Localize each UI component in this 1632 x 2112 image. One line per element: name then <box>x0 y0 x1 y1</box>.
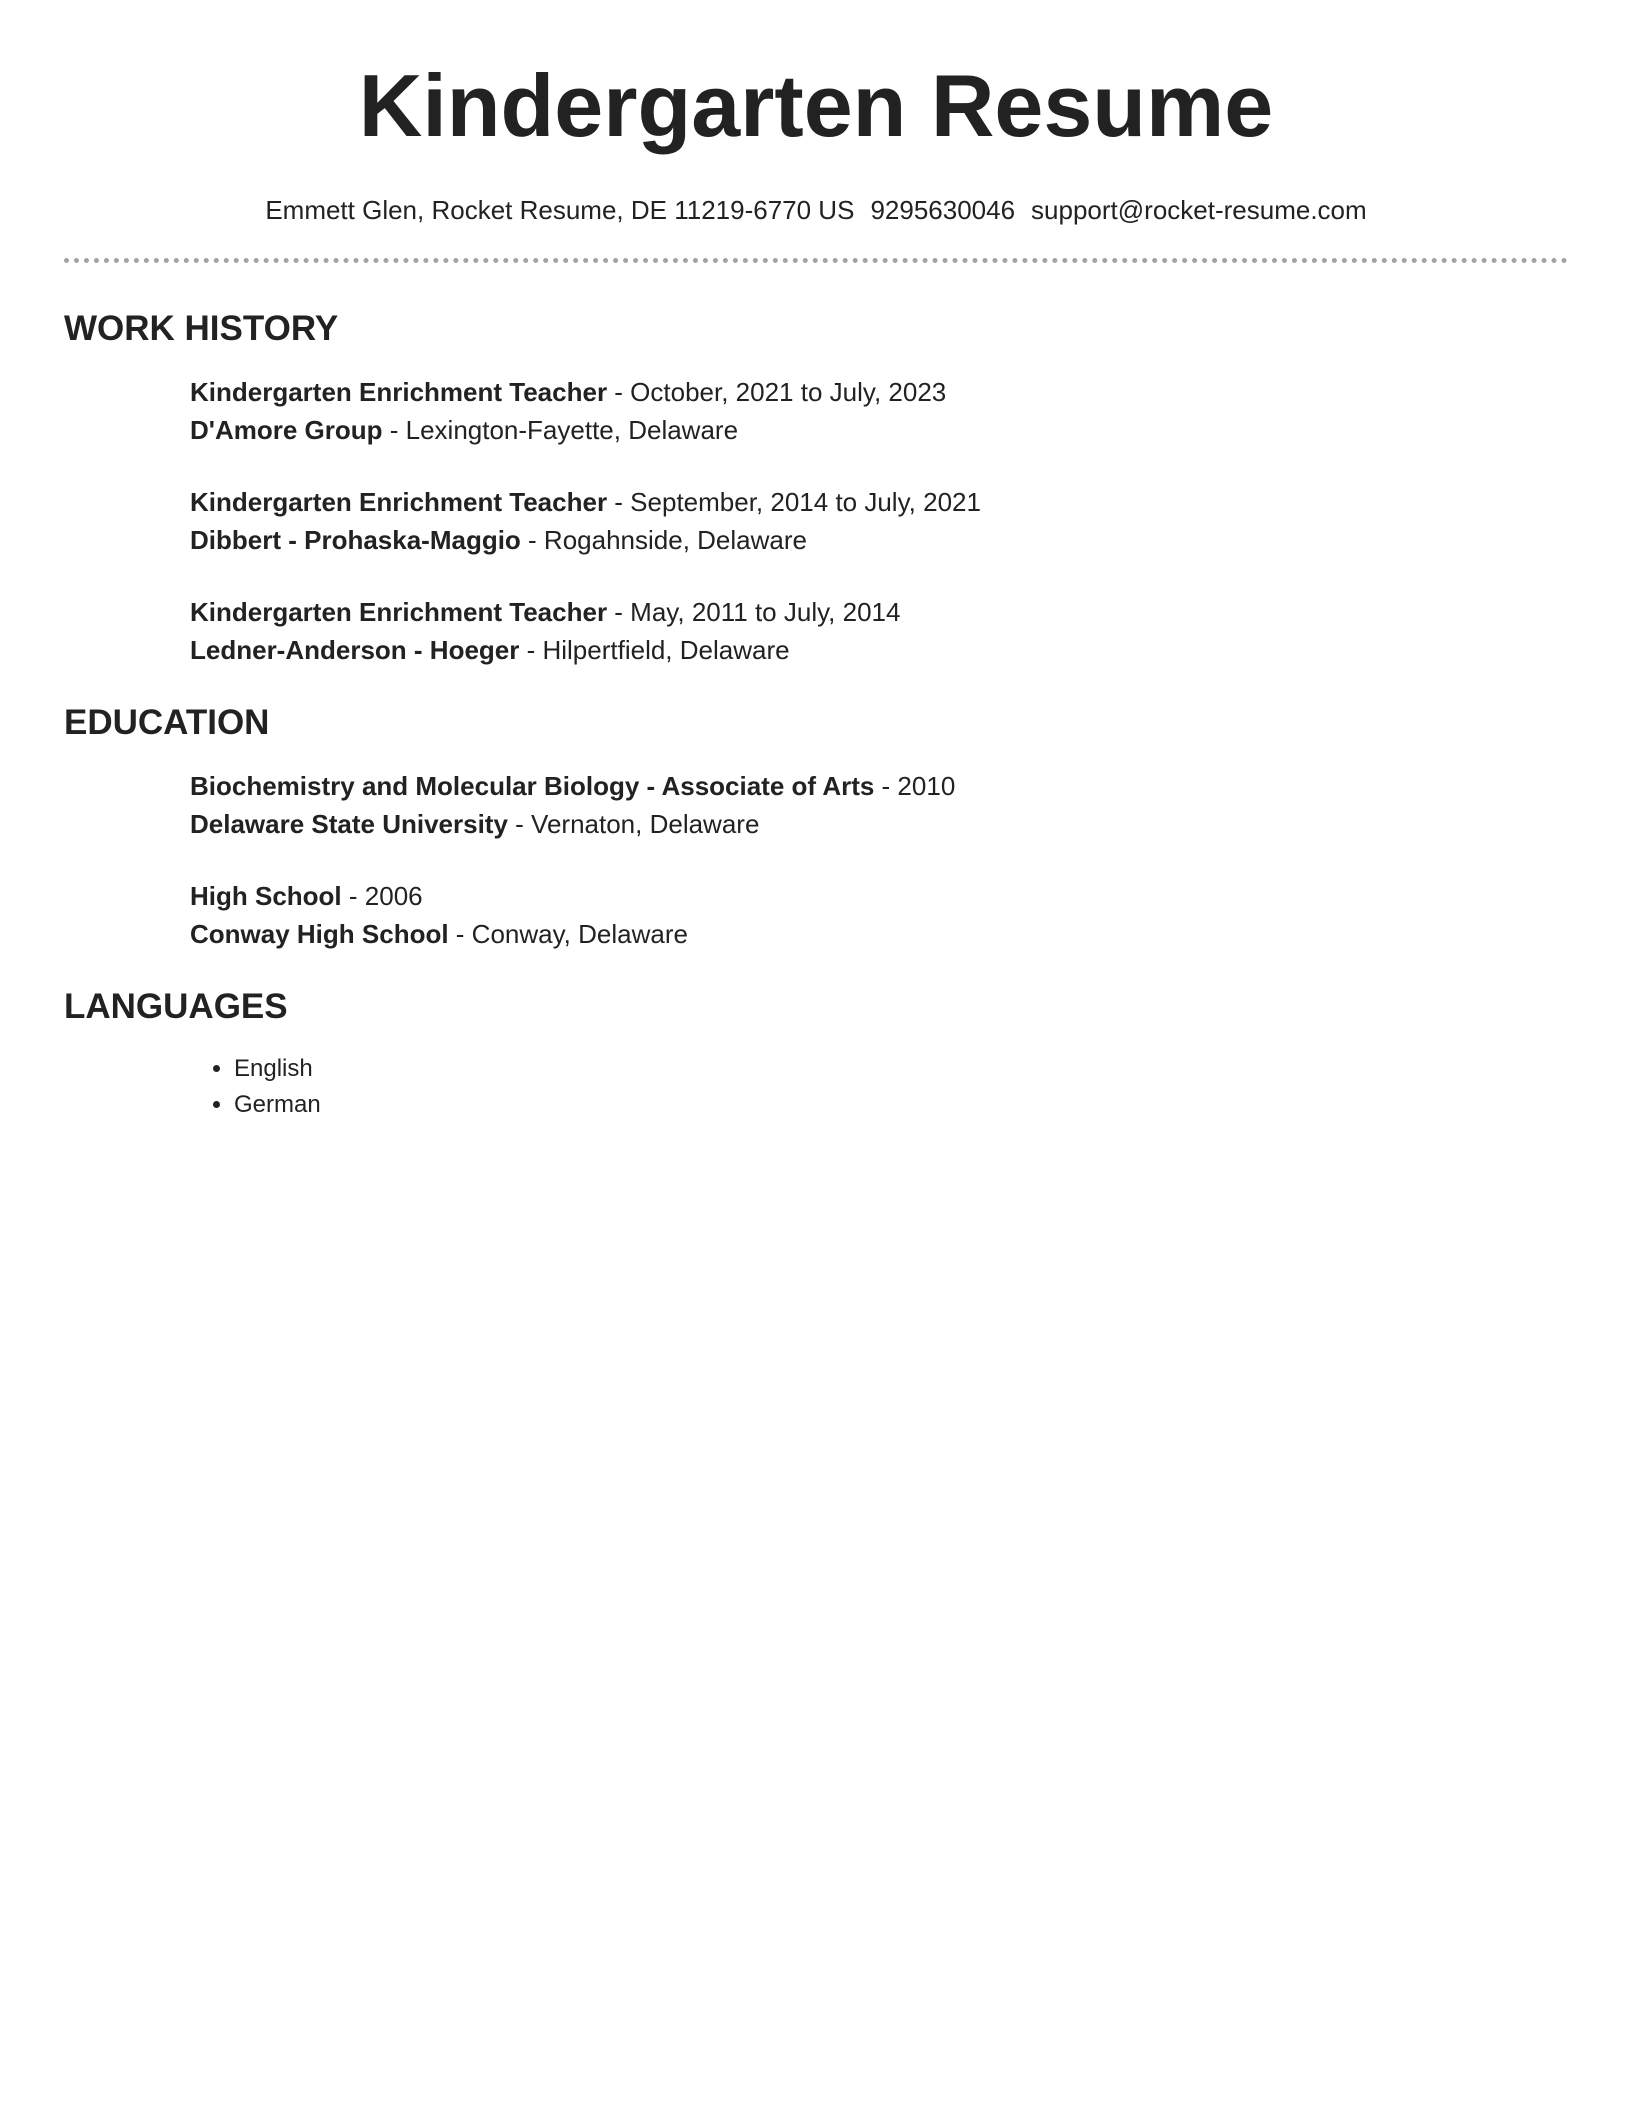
contact-phone: 9295630046 <box>870 195 1016 225</box>
work-entry-company-line <box>190 411 1568 449</box>
language-item: • German <box>234 1087 1568 1123</box>
school-location: - Conway, Delaware <box>448 919 688 949</box>
degree-name: High School <box>190 881 342 911</box>
languages-heading: LANGUAGES <box>64 987 288 1026</box>
education-entry <box>190 877 1568 953</box>
company-location: - Lexington-Fayette, Delaware <box>382 415 739 445</box>
company-location: - Hilpertfield, Delaware <box>519 635 790 665</box>
education-list <box>190 767 1568 953</box>
contact-address: Emmett Glen, Rocket Resume, DE 11219-6770 US <box>265 195 855 225</box>
work-entry-title-line <box>190 593 1568 631</box>
work-entry <box>190 483 1568 559</box>
education-school-line <box>190 805 1568 843</box>
company-name: D'Amore Group <box>190 415 383 445</box>
job-title: Kindergarten Enrichment Teacher <box>190 487 608 517</box>
resume-title: Kindergarten Resume <box>358 56 1274 155</box>
work-entry <box>190 593 1568 669</box>
contact-email: support@rocket-resume.com <box>1031 195 1367 225</box>
school-name: Conway High School <box>190 919 449 949</box>
education-degree-line <box>190 877 1568 915</box>
job-dates: - May, 2011 to July, 2014 <box>607 597 901 627</box>
job-title: Kindergarten Enrichment Teacher <box>190 597 608 627</box>
education-entry <box>190 767 1568 843</box>
company-name: Dibbert - Prohaska-Maggio <box>190 525 521 555</box>
work-history-list <box>190 373 1568 669</box>
company-name: Ledner-Anderson - Hoeger <box>190 635 520 665</box>
degree-name: Biochemistry and Molecular Biology - Associate of Arts <box>190 771 875 801</box>
header-divider <box>64 258 1568 263</box>
degree-year: - 2010 <box>874 771 956 801</box>
education-school-line <box>190 915 1568 953</box>
job-title: Kindergarten Enrichment Teacher <box>190 377 608 407</box>
education-degree-line <box>190 767 1568 805</box>
work-entry-title-line <box>190 373 1568 411</box>
company-location: - Rogahnside, Delaware <box>520 525 807 555</box>
degree-year: - 2006 <box>341 881 423 911</box>
school-location: - Vernaton, Delaware <box>507 809 760 839</box>
work-entry <box>190 373 1568 449</box>
job-dates: - September, 2014 to July, 2021 <box>607 487 981 517</box>
contact-line <box>64 194 1568 226</box>
work-entry-company-line <box>190 631 1568 669</box>
education-heading: EDUCATION <box>64 703 270 742</box>
work-entry-company-line <box>190 521 1568 559</box>
work-history-heading: WORK HISTORY <box>64 309 339 348</box>
languages-list <box>190 1051 1568 1123</box>
language-item: • English <box>234 1051 1568 1087</box>
school-name: Delaware State University <box>190 809 508 839</box>
job-dates: - October, 2021 to July, 2023 <box>607 377 947 407</box>
work-entry-title-line <box>190 483 1568 521</box>
